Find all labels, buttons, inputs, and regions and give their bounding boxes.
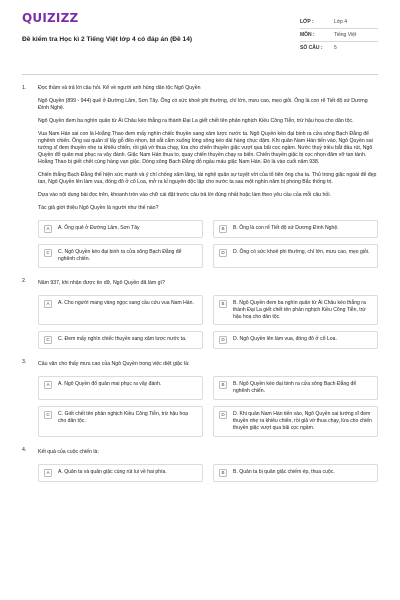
option-c[interactable]	[38, 406, 203, 437]
quizizz-logo[interactable]: QUIZIZZ	[22, 11, 79, 25]
option-d[interactable]	[213, 244, 378, 268]
question-body	[38, 447, 378, 482]
options-grid	[38, 376, 378, 436]
option-letter: B	[219, 469, 227, 477]
option-text: D. Ông có sức khoẻ phi thường, chí lớn, mưu cao, mẹo giỏi.	[233, 249, 370, 255]
option-letter: A	[44, 381, 52, 389]
option-letter: C	[44, 249, 52, 257]
option-c[interactable]	[38, 244, 203, 268]
option-text: B. Ông là con rể Tiết độ sứ Dương Đình Nghệ.	[233, 225, 339, 231]
question-number: 4.	[22, 446, 27, 453]
option-text: D. Khi quân Nam Hán tiến vào, Ngô Quyền sai tướng sĩ đem thuyền nhẹ ra khiêu chiến, rồi giả vờ thua chạy, lừa cho chiến thuyền giặc vượt qua bãi cọc ngầm.	[233, 411, 372, 431]
question-1	[22, 85, 378, 268]
option-d[interactable]	[213, 406, 378, 437]
meta-value: Lớp 4	[334, 18, 348, 25]
meta-key: LỚP :	[300, 18, 314, 25]
option-letter: B	[219, 381, 227, 389]
option-text: C. Ngô Quyền kéo đại binh ra cửa sông Bạch Đằng để nghênh chiến.	[58, 249, 182, 262]
option-text: C. Đem mấy nghìn chiếc thuyền sang xâm lược nước ta.	[58, 336, 187, 343]
option-letter: D	[219, 249, 227, 257]
question-number: 1.	[22, 84, 27, 91]
passage-paragraph: Vua Nam Hán sai con là Hoằng Thao đem mấy nghìn chiếc thuyền sang xâm lược nước ta. Ngô Quyền kéo đại binh ra cửa sông Bạch Đằng để nghênh chiến. Ông sai quân sĩ lấy gỗ đẽo nhọn, bịt sắt cắm xuống lòng sông kéo dài hàng chục dặm. Khi quân Nam Hán tiến vào, Ngô Quyền sai tướng sĩ đem thuyền nhẹ ra khiêu chiến, rồi giả vờ thua chạy, lừa cho chiến thuyền giặc vượt qua bãi cọc ngầm. Nước thuỷ triều bắt đầu rút, Ngô Quyền đổ quân mai phục ra vây đánh. Giặc Nam Hán thua to, quay chiến thuyền chạy ra biển. Chiến thuyền giặc bị cọc nhọn đâm vỡ tan tành. Hoằng Thao bị giết chết cùng hàng vạn giặc. Dòng sông Bạch Đằng đỏ ngầu máu giặc Nam Hán. Đó là vào cuối năm 938.	[38, 130, 373, 165]
option-b[interactable]	[213, 295, 378, 326]
option-text: B. Quân ta bị quân giặc chiếm ép, thua cuộc.	[233, 468, 335, 475]
option-letter: C	[44, 336, 52, 344]
divider	[22, 74, 378, 75]
option-text: B. Ngô Quyền đem ba nghìn quân từ Ái Châu kéo thẳng ra thành Đại La giết chết tên phản nghịch Kiều Công Tiễn, trừ hậu hoạ cho dân tộc.	[233, 299, 366, 320]
option-text: A. Quân ta và quân giặc cùng rút lui về hai phía.	[58, 468, 167, 475]
option-letter: D	[219, 411, 227, 419]
meta-key: SỐ CÂU :	[300, 45, 323, 52]
question-text: Năm 937, khi nhận được tin dữ, Ngô Quyền đã làm gì?	[38, 279, 165, 286]
meta-table	[300, 16, 378, 55]
option-letter: A	[44, 225, 52, 233]
question-text: Câu văn cho thấy mưu cao của Ngô Quyền trong việc diệt giặc là:	[38, 361, 190, 368]
question-body	[38, 278, 378, 350]
question-body	[38, 359, 378, 436]
option-text: A. Ông quê ở Đường Lâm, Sơn Tây	[58, 225, 140, 231]
option-letter: B	[219, 225, 227, 233]
option-b[interactable]	[213, 464, 378, 482]
option-text: A. Cho người mang vàng ngọc sang cầu cứu vua Nam Hán.	[58, 299, 194, 306]
option-letter: A	[44, 300, 52, 308]
passage-paragraph: Ngô Quyền đem ba nghìn quân từ Ái Châu kéo thẳng ra thành Đại La giết chết tên phản nghịch Kiều Công Tiễn, trừ hậu họa cho dân tộc.	[38, 117, 354, 124]
option-letter: D	[219, 336, 227, 344]
question-body	[38, 85, 378, 268]
question-number: 2.	[22, 277, 27, 284]
option-c[interactable]	[38, 331, 203, 349]
option-a[interactable]	[38, 376, 203, 400]
options-grid	[38, 295, 378, 350]
option-a[interactable]	[38, 220, 203, 238]
meta-key: MÔN :	[300, 31, 315, 38]
passage-paragraph: Dựa vào nội dung bài đọc trên, khoanh tròn vào chữ cái đặt trước câu trả lời đúng nhất hoặc làm theo yêu cầu của mỗi câu hỏi.	[38, 191, 331, 198]
option-letter: B	[219, 300, 227, 308]
meta-value: Tiếng Việt	[334, 31, 357, 38]
brand	[22, 10, 192, 45]
option-text: C. Giết chết tên phản nghịch Kiều Công Tiễn, trừ hậu hoạ cho dân tộc.	[58, 411, 188, 425]
question-number: 3.	[22, 359, 27, 366]
options-grid	[38, 220, 378, 268]
question-3	[22, 359, 378, 436]
question-text: Tác giả giới thiệu Ngô Quyền là người như thế nào?	[38, 204, 159, 211]
header	[22, 10, 378, 68]
option-a[interactable]	[38, 295, 203, 326]
option-a[interactable]	[38, 464, 203, 482]
option-letter: C	[44, 411, 52, 419]
option-text: B. Ngô Quyền kéo đại binh ra cửa sông Bạch Đằng để nghênh chiến.	[233, 381, 357, 395]
question-text: Kết quả của cuộc chiến là:	[38, 448, 99, 455]
meta-value: 5	[334, 45, 337, 52]
passage-paragraph: Đọc thầm và trả lời câu hỏi. Kể về người anh hùng dân tộc Ngô Quyền	[38, 84, 201, 91]
question-4	[22, 447, 378, 482]
meta-row-count	[300, 42, 378, 55]
passage-paragraph: Ngô Quyền (899 - 944) quê ở Đường Lâm, Sơn Tây. Ông có sức khoẻ phi thường, chí lớn, mưu cao, mẹo giỏi. Ông là con rể Tiết độ sứ Dương Đình Nghệ.	[38, 97, 368, 111]
option-b[interactable]	[213, 220, 378, 238]
option-letter: A	[44, 469, 52, 477]
passage-paragraph: Chiến thắng Bạch Đằng thể hiện sức mạnh và ý chí chống xâm lăng, tài nghệ quân sự tuyệt vời của tổ tiên ông cha ta. Thủ trong giặc ngoài để đẹp tan, Ngô Quyền lên làm vua, đóng đô ở cổ Loa, mở ra kỉ nguyên độc lập cho nước ta sau một nghìn năm bị phong Bắc thống trị.	[38, 171, 377, 185]
question-2	[22, 278, 378, 350]
option-b[interactable]	[213, 376, 378, 400]
option-text: D. Ngô Quyền lên làm vua, đóng đô ở cổ Loa.	[233, 336, 337, 343]
meta-row-class	[300, 16, 378, 29]
option-text: A. Ngô Quyền đổ quân mai phục ra vây đánh.	[58, 381, 162, 388]
meta-row-subject	[300, 29, 378, 42]
document-title: Đề kiểm tra Học kì 2 Tiếng Việt lớp 4 có đáp án (Đề 14)	[22, 36, 193, 44]
option-d[interactable]	[213, 331, 378, 349]
options-grid	[38, 464, 378, 482]
